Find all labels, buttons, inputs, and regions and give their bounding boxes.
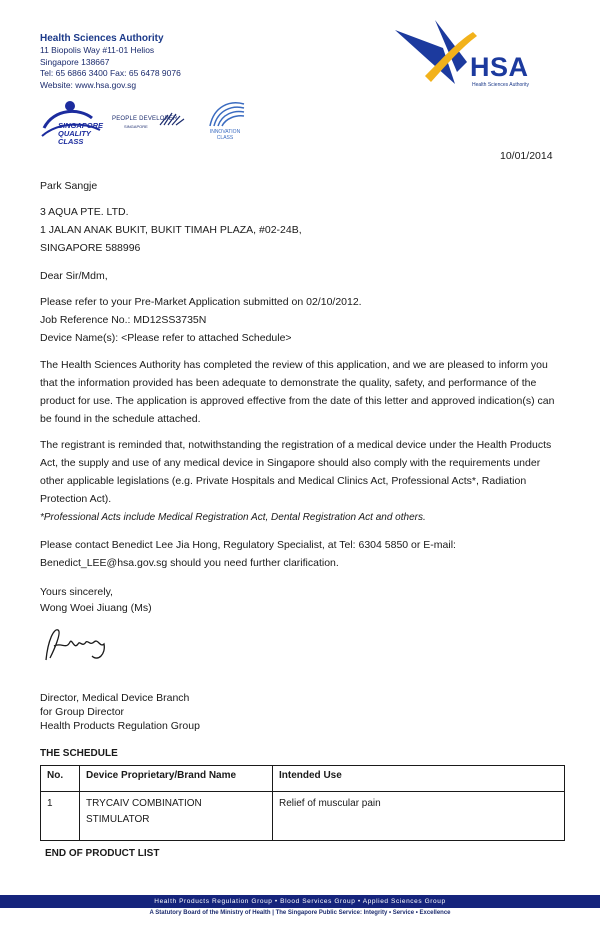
header-intended-use: Intended Use	[273, 766, 565, 792]
row-intended-use: Relief of muscular pain	[273, 792, 565, 841]
end-of-product-list: END OF PRODUCT LIST	[45, 848, 160, 859]
schedule-table	[40, 765, 565, 841]
recipient-name: Park Sangje	[40, 180, 98, 192]
reference-line-1: Please refer to your Pre-Market Application submitted on 02/10/2012.	[40, 296, 362, 308]
schedule-header-row	[41, 766, 565, 792]
job-reference: Job Reference No.: MD12SS3735N	[40, 314, 207, 326]
footer-statutory-line: A Statutory Board of the Ministry of Health | The Singapore Public Service: Integrity • Service • Excellence	[149, 910, 451, 916]
letter-date: 10/01/2014	[500, 150, 553, 162]
closing: Yours sincerely,	[40, 586, 113, 598]
recipient-address-1: 1 JALAN ANAK BUKIT, BUKIT TIMAH PLAZA, #02-24B,	[40, 224, 302, 236]
recipient-address-2: SINGAPORE 588996	[40, 242, 141, 254]
contact-paragraph: Please contact Benedict Lee Jia Hong, Regulatory Specialist, at Tel: 6304 5850 or E-mail: Benedict_LEE@hsa.gov.sg should you need further clarification.	[40, 539, 456, 569]
registrant-reminder-paragraph: The registrant is reminded that, notwithstanding the registration of a medical device under the Health Products Act, the supply and use of any medical device in Singapore should also comply with the requirements under other applicable legislations (e.g. Private Hospitals and Medical Clinics Act, Professional Acts*, Radiation Protection Act).	[40, 439, 552, 505]
people-developer-subtext: SINGAPORE	[124, 124, 148, 129]
signatory-title-2: for Group Director	[40, 706, 125, 718]
signatory-title-3: Health Products Regulation Group	[40, 720, 200, 732]
footer-bar: Health Products Regulation Group • Blood Services Group • Applied Sciences Group	[0, 895, 600, 908]
header-brand-name: Device Proprietary/Brand Name	[80, 766, 273, 792]
certification-logos	[40, 96, 255, 151]
innovation-class-text: INNOVATION CLASS	[209, 129, 241, 141]
device-names: Device Name(s): <Please refer to attached Schedule>	[40, 332, 292, 344]
professional-acts-note: *Professional Acts include Medical Registration Act, Dental Registration Act and others.	[40, 512, 426, 523]
org-address-block	[40, 32, 181, 91]
header-no: No.	[41, 766, 80, 792]
schedule-title: THE SCHEDULE	[40, 748, 118, 759]
signatory-name: Wong Woei Jiuang (Ms)	[40, 602, 152, 614]
approval-paragraph: The Health Sciences Authority has completed the review of this application, and we are pleased to inform you that the information provided has been adequate to demonstrate the quality, safety, and performance of the product for use. The application is approved effective from the date of this letter and approved indication(s) can be found in the schedule attached.	[40, 359, 555, 425]
table-row	[41, 792, 565, 841]
signatory-title-1: Director, Medical Device Branch	[40, 692, 190, 704]
address-line-1: 11 Biopolis Way #11-01 Helios	[40, 45, 155, 55]
row-device-name: TRYCAIV COMBINATION STIMULATOR	[80, 792, 273, 841]
org-name: Health Sciences Authority	[40, 33, 164, 44]
hsa-logo-letters: HSA	[470, 52, 529, 82]
hsa-logo-subtitle: Health Sciences Authority	[472, 82, 529, 88]
handwritten-signature	[40, 620, 120, 670]
salutation: Dear Sir/Mdm,	[40, 270, 108, 282]
tel-fax: Tel: 65 6866 3400 Fax: 65 6478 9076	[40, 68, 181, 79]
recipient-company: 3 AQUA PTE. LTD.	[40, 206, 129, 218]
people-developer-text: PEOPLE DEVELOPER	[112, 116, 178, 122]
website: Website: www.hsa.gov.sg	[40, 79, 137, 90]
row-no: 1	[41, 792, 80, 841]
sqc-logo-text: SINGAPORE QUALITY CLASS	[58, 121, 104, 146]
address-line-2: Singapore 138667	[40, 56, 110, 67]
